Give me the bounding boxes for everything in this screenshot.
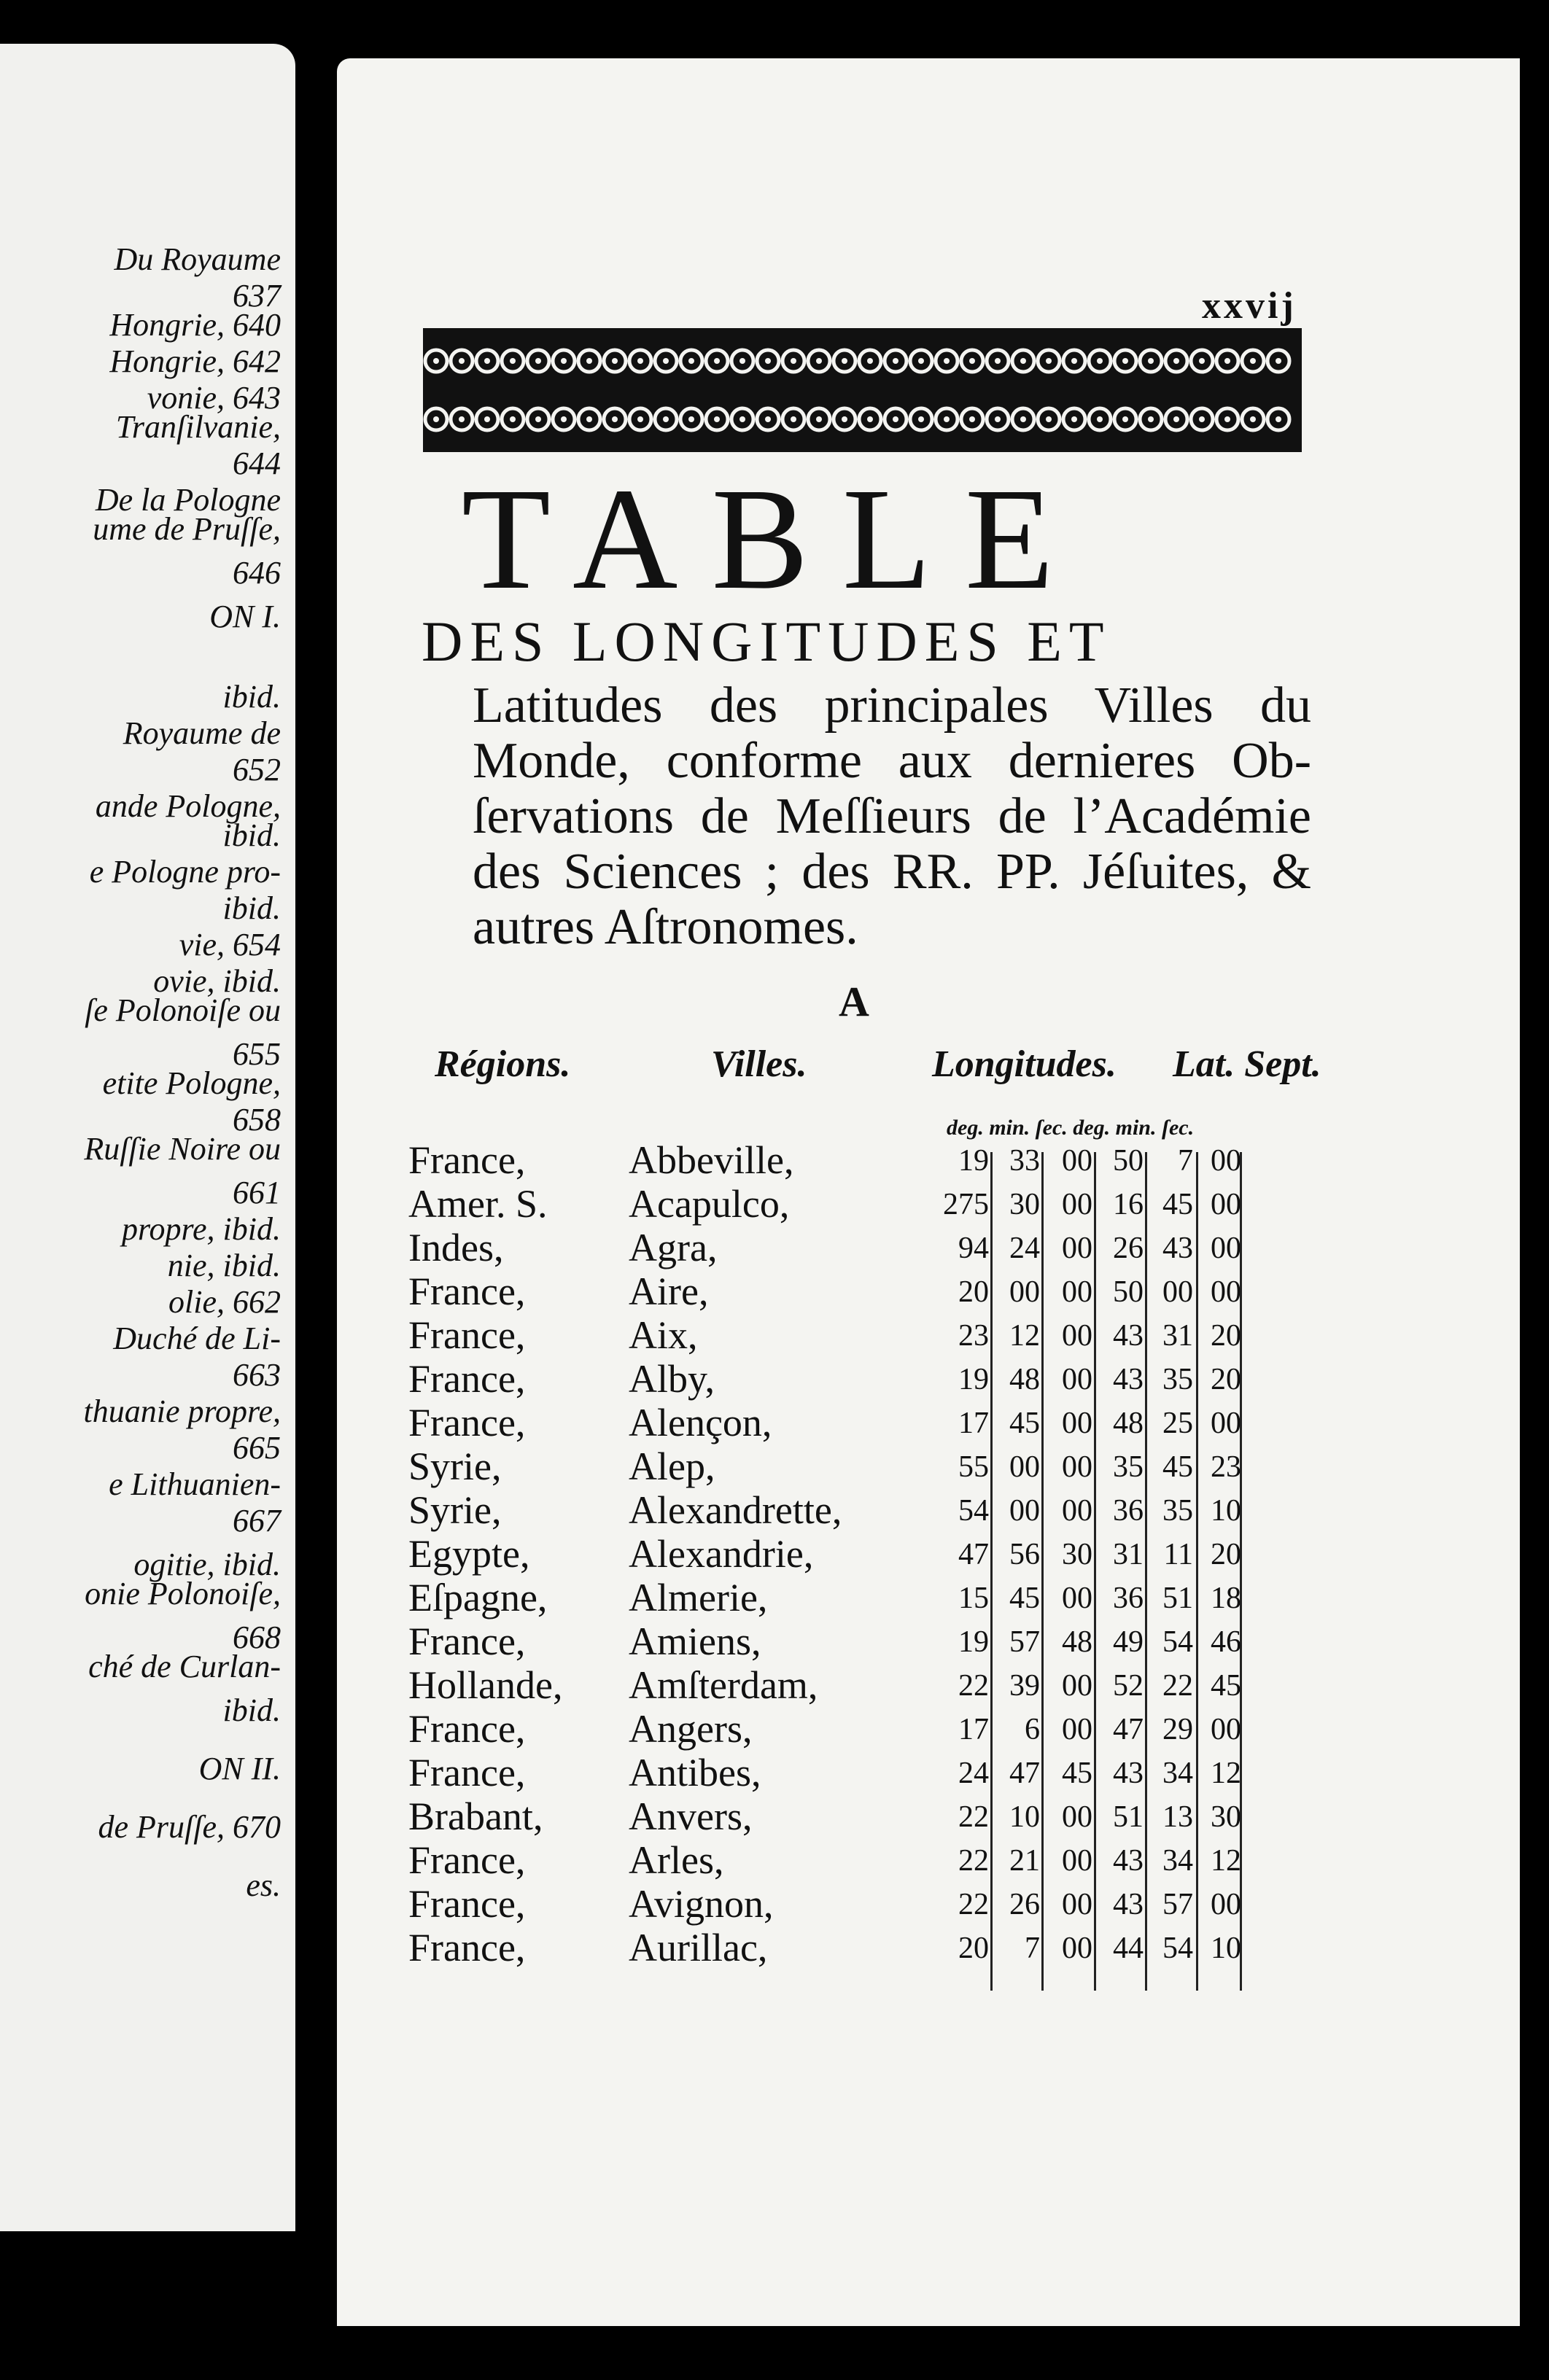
ville-cell: Aurillac, [629,1926,768,1969]
toc-entry: e Lithuanien- [109,1466,281,1502]
lat-min-cell: 7 [1178,1144,1193,1178]
section-letter: A [839,978,869,1025]
table-row [0,1356,1549,1400]
subtitle-caps: DES LONGITUDES ET [422,610,1111,673]
toc-entry: thuanie propre, [83,1393,281,1429]
ornament-dot [561,358,567,364]
lat-sec-cell: 00 [1211,1888,1241,1921]
ornament-dot [765,358,771,364]
lat-sec-cell: 10 [1211,1494,1241,1528]
lon-sec-cell: 00 [1062,1713,1092,1746]
lon-min-cell: 00 [1009,1275,1040,1309]
ville-cell: Avignon, [629,1882,774,1926]
ornament-dot [1148,416,1154,422]
toc-entry: 655 [233,1036,281,1072]
table-row [0,1269,1549,1312]
ornament-dot [688,358,694,364]
toc-entry: 644 [233,446,281,481]
ornament-dot [1046,358,1052,364]
ville-cell: Amiens, [629,1619,761,1663]
lat-min-cell: 29 [1162,1713,1193,1746]
region-cell: Syrie, [408,1488,502,1532]
region-cell: France, [408,1401,526,1444]
ville-cell: Alexandrie, [629,1532,814,1576]
lat-deg-cell: 16 [1113,1188,1144,1221]
lat-deg-cell: 50 [1113,1275,1144,1309]
ornament-dot [1071,416,1077,422]
region-cell: France, [408,1619,526,1663]
toc-entry: 668 [233,1619,281,1655]
ornament-dot [1276,416,1281,422]
toc-entry: Duché de Li- [113,1321,281,1356]
lat-min-cell: 45 [1162,1188,1193,1221]
toc-entry: ibid. [222,890,281,926]
lat-min-cell: 35 [1162,1363,1193,1396]
toc-entry: ibid. [222,817,281,853]
ville-cell: Amſterdam, [629,1663,818,1707]
toc-entry: 663 [233,1357,281,1393]
ville-cell: Alby, [629,1357,715,1401]
ornament-dot [637,416,643,422]
toc-entry: 667 [233,1503,281,1539]
lat-sec-cell: 20 [1211,1319,1241,1353]
ville-cell: Agra, [629,1226,718,1269]
lat-sec-cell: 00 [1211,1144,1241,1178]
ornament-dot [918,416,924,422]
region-cell: France, [408,1838,526,1882]
table-body [0,1138,1549,1969]
ornament-dot [1173,416,1179,422]
ornament-dot [1122,358,1128,364]
lon-min-cell: 00 [1009,1494,1040,1528]
subtitle-block [473,678,1311,955]
lon-sec-cell: 00 [1062,1275,1092,1309]
region-cell: France, [408,1926,526,1969]
ornament-dot [739,358,745,364]
lon-deg-cell: 94 [958,1232,989,1265]
toc-entry: ovie, ibid. [153,963,281,999]
lat-sec-cell: 00 [1211,1232,1241,1265]
lat-min-cell: 22 [1162,1669,1193,1703]
toc-entry: es. [246,1867,281,1903]
region-cell: France, [408,1707,526,1751]
ornament-dot [459,416,465,422]
lat-sec-cell: 00 [1211,1188,1241,1221]
lat-deg-cell: 31 [1113,1538,1144,1571]
lon-deg-cell: 22 [958,1800,989,1834]
lon-sec-cell: 00 [1062,1844,1092,1878]
lat-min-cell: 13 [1162,1800,1193,1834]
subtitle-line: Latitudes des principales Villes du [473,677,1311,734]
ornament-dot [893,416,898,422]
toc-entry: de Pruſſe, 670 [98,1809,281,1845]
ornament-dot [1046,416,1052,422]
toc-entry: Royaume de [123,715,281,751]
region-cell: Indes, [408,1226,504,1269]
toc-entry: 652 [233,752,281,788]
ornament-dot [484,416,490,422]
toc-entry: Hongrie, 640 [109,307,281,343]
table-row [0,1225,1549,1269]
table-row [0,1706,1549,1750]
lon-sec-cell: 00 [1062,1319,1092,1353]
ville-cell: Angers, [629,1707,753,1751]
lat-deg-cell: 43 [1113,1888,1144,1921]
lon-sec-cell: 00 [1062,1932,1092,1965]
toc-entry: nie, ibid. [167,1248,281,1283]
lat-sec-cell: 00 [1211,1275,1241,1309]
toc-entry: ON II. [198,1751,281,1786]
ornament-dot [714,416,720,422]
ornament-dot [995,358,1001,364]
ornament-dot [944,416,950,422]
ornament-dot [944,358,950,364]
lat-deg-cell: 43 [1113,1844,1144,1878]
lon-min-cell: 12 [1009,1319,1040,1353]
lon-min-cell: 45 [1009,1407,1040,1440]
lon-sec-cell: 00 [1062,1494,1092,1528]
subtitle-line: Monde, conforme aux dernieres Ob- [473,733,1311,789]
lon-min-cell: 21 [1009,1844,1040,1878]
ornament-dot [969,358,975,364]
ornament-dot [1097,358,1103,364]
lon-deg-cell: 17 [958,1407,989,1440]
lat-min-cell: 51 [1162,1582,1193,1615]
lat-deg-cell: 36 [1113,1582,1144,1615]
lon-deg-cell: 55 [958,1450,989,1484]
ville-cell: Alep, [629,1444,715,1488]
ornament-dot [1199,358,1205,364]
table-row [0,1881,1549,1925]
lat-sec-cell: 12 [1211,1844,1241,1878]
lat-min-cell: 43 [1162,1232,1193,1265]
lon-min-cell: 56 [1009,1538,1040,1571]
ville-cell: Antibes, [629,1751,761,1794]
lon-min-cell: 10 [1009,1800,1040,1834]
ornament-dot [688,416,694,422]
ornament-dot [1020,416,1026,422]
toc-entry: 637 [233,278,281,314]
lon-deg-cell: 22 [958,1888,989,1921]
lat-min-cell: 31 [1162,1319,1193,1353]
page-number: xxvij [1202,285,1297,327]
toc-entry: 665 [233,1430,281,1466]
table-row [0,1400,1549,1444]
ornament-dot [1224,416,1230,422]
lon-deg-cell: 22 [958,1669,989,1703]
lat-min-cell: 45 [1162,1450,1193,1484]
ornament-dot [484,358,490,364]
lon-sec-cell: 00 [1062,1800,1092,1834]
lon-deg-cell: 23 [958,1319,989,1353]
lat-min-cell: 25 [1162,1407,1193,1440]
region-cell: Syrie, [408,1444,502,1488]
lon-deg-cell: 19 [958,1625,989,1659]
header-latitudes: Lat. Sept. [1173,1043,1321,1085]
lat-sec-cell: 46 [1211,1625,1241,1659]
lon-deg-cell: 20 [958,1932,989,1965]
lon-min-cell: 6 [1025,1713,1040,1746]
lon-deg-cell: 15 [958,1582,989,1615]
ornament-dot [969,416,975,422]
lon-min-cell: 33 [1009,1144,1040,1178]
header-longitudes: Longitudes. [932,1043,1117,1085]
lat-deg-cell: 26 [1113,1232,1144,1265]
ornament-dot [459,358,465,364]
lon-sec-cell: 00 [1062,1144,1092,1178]
toc-entry: ché de Curlan- [88,1649,281,1684]
ornament-dot [1148,358,1154,364]
toc-entry: etite Pologne, [102,1065,281,1101]
lat-sec-cell: 00 [1211,1407,1241,1440]
page-title: TABLE [461,459,1088,620]
toc-entry: De la Pologne [95,482,281,518]
toc-entry: Tranſilvanie, [115,409,281,445]
decorative-ornament-band [423,328,1302,452]
toc-entry: Du Royaume [114,241,281,277]
ornament-dot [1224,358,1230,364]
toc-entry: ſe Polonoiſe ou [85,992,281,1028]
region-cell: France, [408,1882,526,1926]
lat-deg-cell: 36 [1113,1494,1144,1528]
toc-entry: e Pologne pro- [89,854,281,890]
ornament-dot [433,358,439,364]
lon-sec-cell: 00 [1062,1888,1092,1921]
ornament-dot [535,416,541,422]
ville-cell: Aire, [629,1269,709,1313]
toc-entry: 646 [233,555,281,591]
ornament-dot [535,358,541,364]
lat-sec-cell: 10 [1211,1932,1241,1965]
toc-entry: ibid. [222,679,281,715]
ornament-dot [1250,416,1256,422]
ornament-dot [893,358,898,364]
toc-entry: propre, ibid. [122,1211,281,1247]
lon-sec-cell: 45 [1062,1757,1092,1790]
ornament-dot [586,358,592,364]
lon-min-cell: 57 [1009,1625,1040,1659]
region-cell: Egypte, [408,1532,530,1576]
lat-min-cell: 54 [1162,1932,1193,1965]
table-row [0,1794,1549,1838]
ornament-dot [1173,358,1179,364]
ornament-dot [561,416,567,422]
ville-cell: Almerie, [629,1576,768,1619]
ornament-dot [510,358,516,364]
lat-deg-cell: 52 [1113,1669,1144,1703]
ornament-dot [1250,358,1256,364]
region-cell: France, [408,1357,526,1401]
ville-cell: Arles, [629,1838,724,1882]
lat-deg-cell: 47 [1113,1713,1144,1746]
lon-sec-cell: 00 [1062,1232,1092,1265]
lon-deg-cell: 24 [958,1757,989,1790]
ornament-dot [612,416,618,422]
table-row [0,1575,1549,1619]
lat-min-cell: 34 [1162,1844,1193,1878]
toc-entry: ibid. [222,1692,281,1728]
ornament-dot [663,358,669,364]
lat-deg-cell: 44 [1113,1932,1144,1965]
ville-cell: Alexandrette, [629,1488,842,1532]
toc-entry: Hongrie, 642 [109,343,281,379]
toc-entry: onie Polonoiſe, [85,1576,281,1611]
region-cell: France, [408,1138,526,1182]
ornament-dot [842,358,847,364]
lon-deg-cell: 20 [958,1275,989,1309]
lat-min-cell: 34 [1162,1757,1193,1790]
lat-sec-cell: 20 [1211,1363,1241,1396]
lon-min-cell: 26 [1009,1888,1040,1921]
lon-min-cell: 00 [1009,1450,1040,1484]
ornament-dot [791,358,796,364]
table-row [0,1619,1549,1662]
ornament-dot [995,416,1001,422]
toc-entry: vonie, 643 [147,380,281,416]
ornament-dot [842,416,847,422]
lon-sec-cell: 00 [1062,1363,1092,1396]
region-cell: Amer. S. [408,1182,548,1226]
lat-min-cell: 35 [1162,1494,1193,1528]
table-row [0,1488,1549,1531]
ville-cell: Alençon, [629,1401,772,1444]
ville-cell: Anvers, [629,1794,753,1838]
region-cell: Eſpagne, [408,1576,548,1619]
lon-deg-cell: 54 [958,1494,989,1528]
ornament-dot [637,358,643,364]
lat-deg-cell: 48 [1113,1407,1144,1440]
header-villes: Villes. [711,1043,807,1085]
lon-min-cell: 47 [1009,1757,1040,1790]
ornament-dot [791,416,796,422]
lon-min-cell: 45 [1009,1582,1040,1615]
lon-min-cell: 39 [1009,1669,1040,1703]
lat-deg-cell: 43 [1113,1363,1144,1396]
lon-sec-cell: 00 [1062,1669,1092,1703]
lat-deg-cell: 43 [1113,1319,1144,1353]
toc-entry: olie, 662 [168,1284,281,1320]
toc-entry: ogitie, ibid. [133,1547,281,1582]
toc-entry: 658 [233,1102,281,1138]
lon-sec-cell: 00 [1062,1582,1092,1615]
table-row [0,1312,1549,1356]
ornament-dot [867,416,873,422]
ornament-dot [1071,358,1077,364]
ornament-dot [1020,358,1026,364]
lat-deg-cell: 43 [1113,1757,1144,1790]
table-row [0,1838,1549,1881]
lon-sec-cell: 00 [1062,1407,1092,1440]
toc-entry: Ruſſie Noire ou [84,1131,281,1167]
lat-sec-cell: 20 [1211,1538,1241,1571]
ornament-dot [586,416,592,422]
lon-min-cell: 24 [1009,1232,1040,1265]
ornament-dot [816,358,822,364]
lon-min-cell: 7 [1025,1932,1040,1965]
toc-entry: ande Pologne, [95,788,281,824]
header-regions: Régions. [435,1043,571,1085]
lon-sec-cell: 00 [1062,1450,1092,1484]
lon-min-cell: 48 [1009,1363,1040,1396]
lat-deg-cell: 50 [1113,1144,1144,1178]
lon-deg-cell: 17 [958,1713,989,1746]
ornament-dot [510,416,516,422]
table-row [0,1181,1549,1225]
ornament-dot [612,358,618,364]
table-row [0,1925,1549,1969]
ornament-dot [663,416,669,422]
table-row [0,1662,1549,1706]
ornament-dot [918,358,924,364]
lat-deg-cell: 35 [1113,1450,1144,1484]
region-cell: France, [408,1313,526,1357]
toc-entry: ON I. [209,599,281,634]
subtitle-line: autres Aſtronomes. [473,899,858,955]
lon-sec-cell: 48 [1062,1625,1092,1659]
lon-deg-cell: 275 [943,1188,989,1221]
ornament-dot [765,416,771,422]
lat-sec-cell: 00 [1211,1713,1241,1746]
lat-deg-cell: 49 [1113,1625,1144,1659]
ornament-dot [714,358,720,364]
lon-sec-cell: 00 [1062,1188,1092,1221]
table-row [0,1444,1549,1488]
ville-cell: Acapulco, [629,1182,790,1226]
lon-sec-cell: 30 [1062,1538,1092,1571]
lat-sec-cell: 45 [1211,1669,1241,1703]
toc-entry: 661 [233,1175,281,1210]
toc-entry: vie, 654 [179,927,281,962]
lon-deg-cell: 47 [958,1538,989,1571]
units-row: deg. min. ſec. deg. min. ſec. [947,1116,1195,1140]
lat-sec-cell: 23 [1211,1450,1241,1484]
ornament-dot [1122,416,1128,422]
ornament-dot [1199,416,1205,422]
table-row [0,1531,1549,1575]
region-cell: Hollande, [408,1663,563,1707]
lat-sec-cell: 30 [1211,1800,1241,1834]
lat-deg-cell: 51 [1113,1800,1144,1834]
ornament-dot [867,358,873,364]
ornament-dot [1097,416,1103,422]
lon-deg-cell: 22 [958,1844,989,1878]
lat-min-cell: 54 [1162,1625,1193,1659]
ville-cell: Abbeville, [629,1138,794,1182]
region-cell: Brabant, [408,1794,543,1838]
lat-min-cell: 11 [1163,1538,1193,1571]
region-cell: France, [408,1269,526,1313]
ville-cell: Aix, [629,1313,698,1357]
table-row [0,1750,1549,1794]
ornament-dot [433,416,439,422]
toc-entry: ume de Pruſſe, [93,511,281,547]
lon-min-cell: 30 [1009,1188,1040,1221]
lat-sec-cell: 18 [1211,1582,1241,1615]
lon-deg-cell: 19 [958,1144,989,1178]
lat-sec-cell: 12 [1211,1757,1241,1790]
lat-min-cell: 57 [1162,1888,1193,1921]
subtitle-line: des Sciences ; des RR. PP. Jéſuites, & [473,844,1311,900]
lat-min-cell: 00 [1162,1275,1193,1309]
subtitle-line: ſervations de Meſſieurs de l’Académie [473,788,1311,844]
ornament-dot [816,416,822,422]
ornament-dot [739,416,745,422]
ornament-dot [1276,358,1281,364]
region-cell: France, [408,1751,526,1794]
lon-deg-cell: 19 [958,1363,989,1396]
table-row [0,1138,1549,1181]
